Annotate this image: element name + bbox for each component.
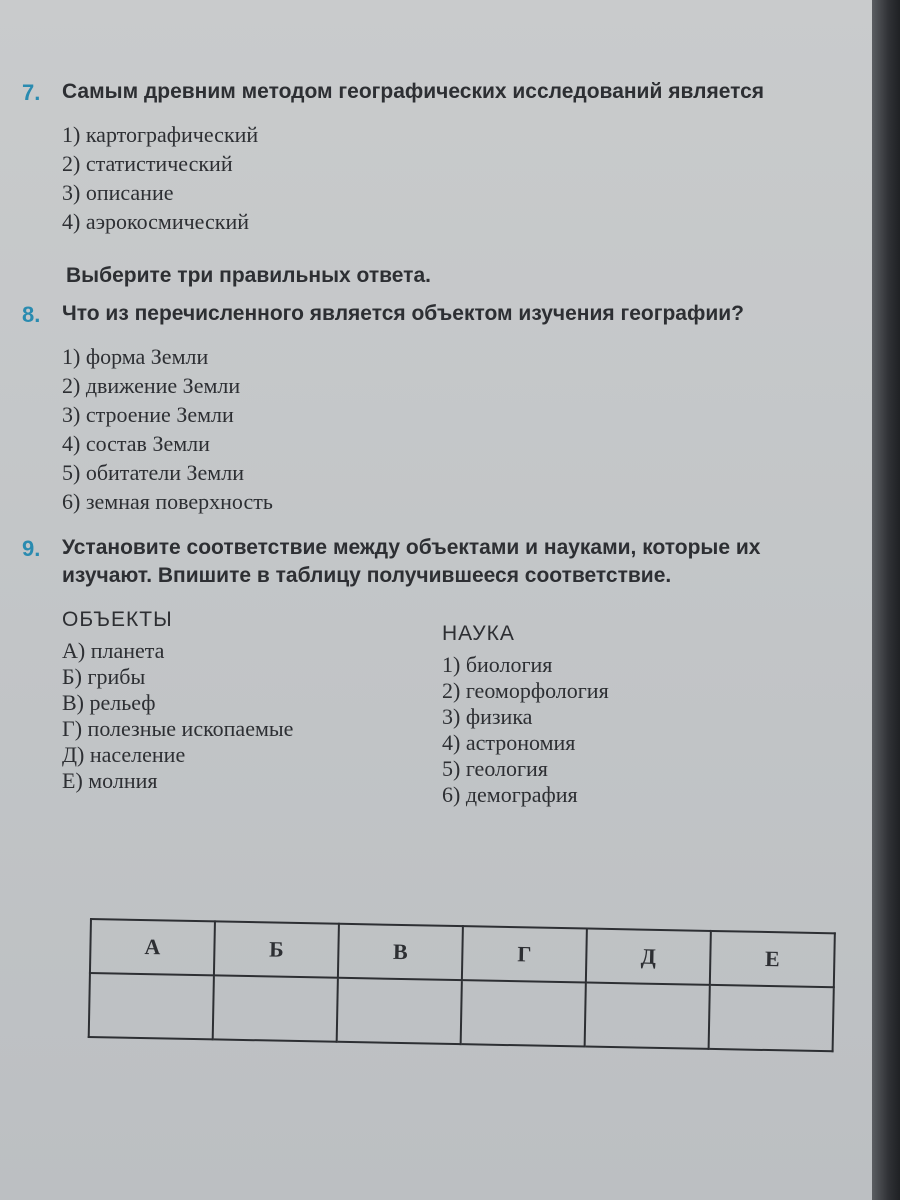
option: 4) аэрокосмический: [62, 208, 249, 234]
option: 1) картографический: [62, 121, 259, 147]
option: 1) форма Земли: [62, 343, 209, 369]
science-item: 5) геология: [442, 755, 548, 781]
option: 3) описание: [62, 179, 174, 205]
sciences-column: [442, 620, 842, 808]
page-edge-shadow: [872, 0, 900, 1200]
answer-cell[interactable]: [337, 978, 462, 1044]
answer-cell[interactable]: [213, 975, 338, 1041]
table-header-cell: В: [338, 924, 463, 980]
matching-columns: [62, 606, 852, 808]
option: 2) движение Земли: [62, 372, 241, 398]
answer-cell[interactable]: [585, 983, 710, 1049]
question-8: [22, 300, 852, 516]
table-header-cell: Е: [710, 931, 835, 987]
science-item: 1) биология: [442, 651, 553, 677]
science-item: 3) физика: [442, 703, 533, 729]
table-header-cell: Д: [586, 929, 711, 985]
question-text: Установите соответствие между объектами и науками, которые их изучают. Впишите в таблицу получившееся соответствие.: [62, 535, 761, 587]
science-item: 6) демография: [442, 781, 578, 807]
objects-header: ОБЪЕКТЫ: [62, 607, 173, 631]
table-answer-row: [89, 973, 834, 1051]
answer-cell[interactable]: [461, 980, 586, 1046]
object-item: Г) полезные ископаемые: [62, 715, 294, 741]
question-number: 8.: [22, 301, 41, 327]
option: 5) обитатели Земли: [62, 459, 244, 485]
page-content: [22, 78, 852, 826]
question-number: 9.: [22, 535, 41, 561]
question-number: 7.: [22, 80, 41, 105]
answer-cell[interactable]: [89, 973, 214, 1039]
object-item: Е) молния: [62, 767, 158, 793]
object-item: А) планета: [62, 637, 165, 663]
answer-table: [88, 918, 836, 1052]
object-item: В) рельеф: [62, 689, 156, 715]
question-7: [22, 78, 852, 236]
question-text: Самым древним методом географических исследований является: [62, 80, 765, 103]
science-item: 2) геоморфология: [442, 677, 609, 703]
sciences-header: НАУКА: [442, 621, 515, 645]
object-item: Д) население: [62, 741, 186, 767]
science-item: 4) астрономия: [442, 729, 576, 755]
object-item: Б) грибы: [62, 663, 146, 689]
table-header-cell: А: [90, 919, 215, 975]
objects-column: [62, 606, 442, 808]
option: 4) состав Земли: [62, 430, 210, 456]
instruction-text: Выберите три правильных ответа.: [66, 263, 431, 287]
table-header-cell: Б: [214, 921, 339, 977]
option-list: [62, 120, 852, 236]
objects-list: [62, 638, 442, 794]
option-list: [62, 342, 852, 516]
sciences-list: [442, 652, 842, 808]
question-text: Что из перечисленного является объектом изучения географии?: [62, 301, 744, 325]
question-9: [22, 534, 852, 808]
table-header-cell: Г: [462, 926, 587, 982]
option: 6) земная поверхность: [62, 488, 273, 514]
option: 3) строение Земли: [62, 401, 234, 427]
option: 2) статистический: [62, 150, 233, 176]
answer-cell[interactable]: [709, 985, 834, 1051]
